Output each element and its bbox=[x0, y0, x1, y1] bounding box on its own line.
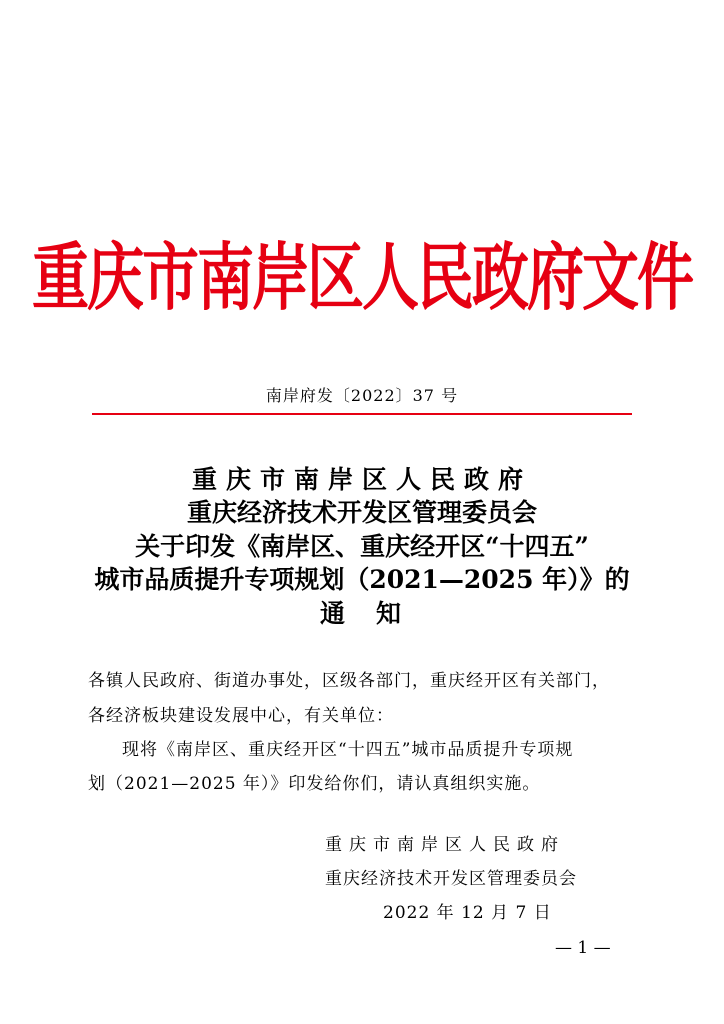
signature-issuer-2: 重庆经济技术开发区管理委员会 bbox=[325, 869, 577, 889]
title-line-4: 城市品质提升专项规划（2021—2025 年）》的 bbox=[94, 565, 630, 594]
title-line-2: 重庆经济技术开发区管理委员会 bbox=[186, 498, 537, 527]
title-line-3: 关于印发《南岸区、重庆经开区“十四五” bbox=[135, 532, 589, 561]
addressee-line-1: 各镇人民政府、街道办事处，区级各部门，重庆经开区有关部门， bbox=[88, 671, 610, 691]
signature-date: 2022 年 12 月 7 日 bbox=[383, 903, 552, 923]
red-divider-line bbox=[92, 413, 632, 415]
title-line-1: 重庆市南岸区人民政府 bbox=[191, 465, 532, 494]
addressee-line-2: 各经济板块建设发展中心，有关单位： bbox=[88, 706, 394, 726]
body-paragraph-line-2: 划（2021—2025 年）》印发给你们，请认真组织实施。 bbox=[88, 774, 541, 794]
title-line-5: 通 知 bbox=[319, 599, 404, 628]
page-number: — 1 — bbox=[555, 938, 611, 958]
body-paragraph-line-1: 现将《南岸区、重庆经开区“十四五”城市品质提升专项规 bbox=[122, 740, 574, 760]
signature-issuer-1: 重庆市南岸区人民政府 bbox=[325, 835, 565, 855]
document-number: 南岸府发〔2022〕37 号 bbox=[265, 386, 459, 405]
document-masthead: 重庆市南岸区人民政府文件 bbox=[32, 235, 692, 321]
